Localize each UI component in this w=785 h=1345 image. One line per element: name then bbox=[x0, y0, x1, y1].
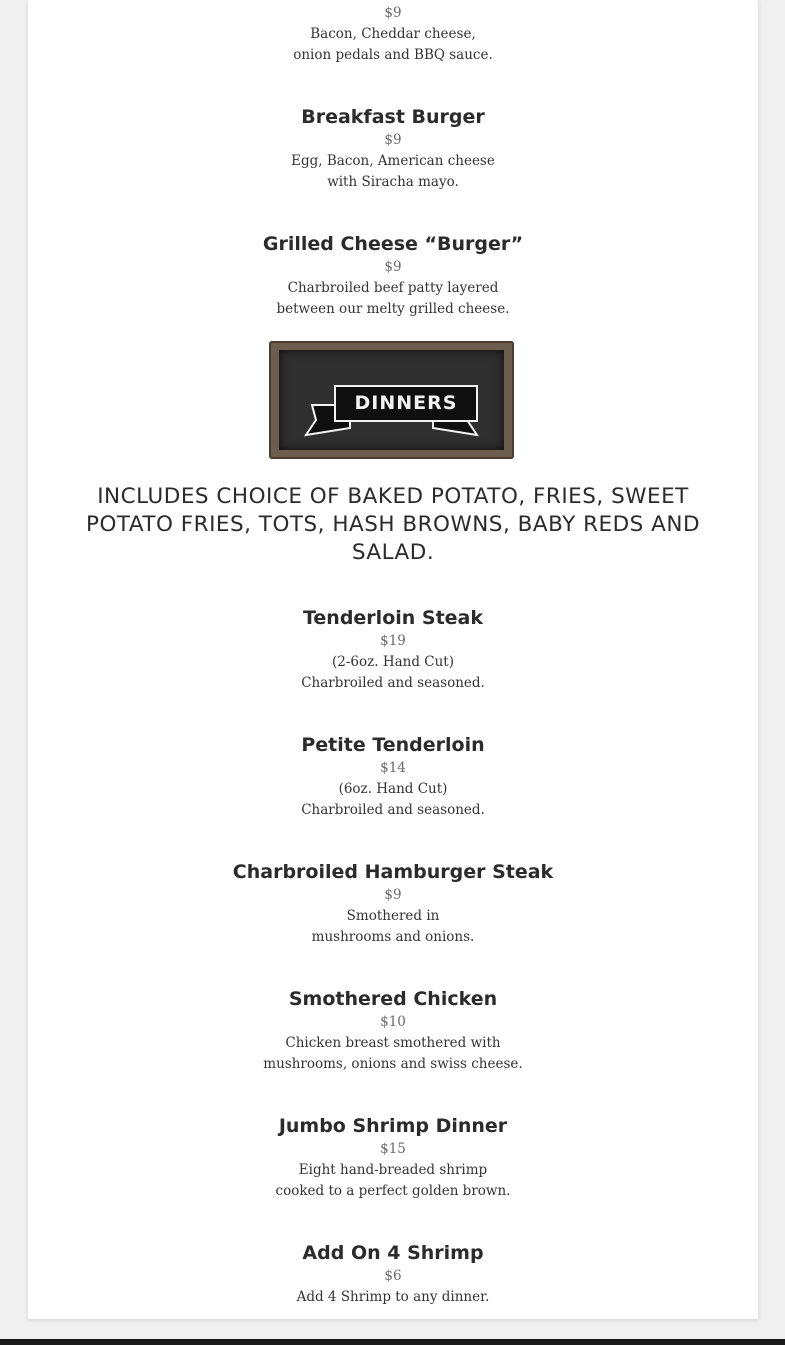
item-name: Petite Tenderloin bbox=[301, 734, 485, 756]
menu-item bbox=[28, 231, 758, 320]
item-description: Charbroiled beef patty layered bbox=[287, 280, 499, 296]
item-price: $9 bbox=[384, 132, 402, 148]
item-name: Smothered Chicken bbox=[288, 988, 498, 1010]
item-price: $9 bbox=[384, 5, 402, 21]
item-name: Add On 4 Shrimp bbox=[302, 1242, 484, 1264]
item-description: Chicken breast smothered with bbox=[285, 1035, 501, 1051]
menu-item bbox=[28, 104, 758, 193]
menu-item bbox=[28, 986, 758, 1075]
item-price: $10 bbox=[380, 1014, 406, 1030]
dinners-chalkboard-image bbox=[269, 341, 514, 459]
item-description: (6oz. Hand Cut) bbox=[338, 781, 448, 797]
item-description: Egg, Bacon, American cheese bbox=[291, 153, 495, 169]
item-price: $14 bbox=[380, 760, 406, 776]
item-description: Add 4 Shrimp to any dinner. bbox=[296, 1289, 490, 1305]
item-name: Tenderloin Steak bbox=[302, 607, 484, 629]
item-price: $9 bbox=[384, 259, 402, 275]
item-price: $6 bbox=[384, 1268, 402, 1284]
dinners-sides-heading: INCLUDES CHOICE OF BAKED POTATO, FRIES, SWEET POTATO FRIES, TOTS, HASH BROWNS, BABY REDS AND SALAD. bbox=[85, 484, 701, 565]
item-description: between our melty grilled cheese. bbox=[276, 301, 510, 317]
item-name: Charbroiled Hamburger Steak bbox=[232, 861, 554, 883]
menu-item bbox=[28, 1240, 758, 1308]
item-name: Breakfast Burger bbox=[301, 106, 485, 128]
item-description: (2-6oz. Hand Cut) bbox=[332, 654, 454, 670]
menu-item bbox=[28, 1113, 758, 1202]
item-description: onion pedals and BBQ sauce. bbox=[293, 47, 493, 63]
item-description: Charbroiled and seasoned. bbox=[301, 675, 485, 691]
menu-item bbox=[28, 605, 758, 694]
item-description: mushrooms and onions. bbox=[311, 929, 475, 945]
menu-item bbox=[28, 859, 758, 948]
item-price: $19 bbox=[380, 633, 406, 649]
item-price: $15 bbox=[380, 1141, 406, 1157]
item-name: Grilled Cheese “Burger” bbox=[262, 233, 524, 255]
item-description: Eight hand-breaded shrimp bbox=[298, 1162, 488, 1178]
chalkboard-slate bbox=[279, 350, 504, 450]
footer-bar bbox=[0, 1339, 785, 1345]
item-description: mushrooms, onions and swiss cheese. bbox=[263, 1056, 523, 1072]
item-description: Smothered in bbox=[346, 908, 440, 924]
item-description: Charbroiled and seasoned. bbox=[301, 802, 485, 818]
item-name: Jumbo Shrimp Dinner bbox=[278, 1115, 508, 1137]
menu-item bbox=[28, 3, 758, 66]
dinners-badge-label: DINNERS bbox=[334, 385, 478, 422]
item-description: Bacon, Cheddar cheese, bbox=[310, 26, 476, 42]
menu-item bbox=[28, 732, 758, 821]
menu-card bbox=[28, 0, 758, 1319]
item-description: with Siracha mayo. bbox=[327, 174, 459, 190]
item-description: cooked to a perfect golden brown. bbox=[275, 1183, 511, 1199]
item-price: $9 bbox=[384, 887, 402, 903]
